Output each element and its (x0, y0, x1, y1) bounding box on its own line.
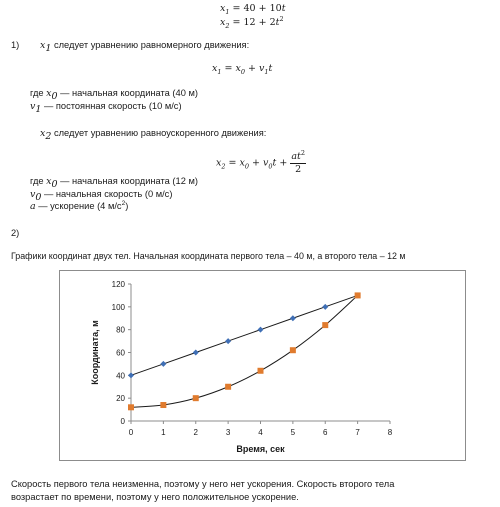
equation-x1: $x_1 = 40 + 10t$ (220, 3, 286, 16)
section-number-1: 1) (11, 40, 20, 50)
y-axis-label: Координата, м (90, 320, 100, 385)
fraction: $\frac{at^2}{2}$ (291, 148, 305, 175)
y-tick-label: 100 (111, 302, 125, 312)
y-tick-label: 0 (120, 417, 125, 426)
where-v0: $v_0$ — начальная скорость (0 м/с) (30, 189, 173, 203)
where-v1: $v_1$ — постоянная скорость (10 м/с) (30, 101, 182, 115)
conclusion-line-2: возрастает по времени, поэтому у него положительное ускорение. (11, 492, 299, 502)
data-point-square (322, 322, 328, 328)
where-a: a — ускорение (4 $м/с^2$) (30, 199, 129, 212)
data-point-square (128, 404, 134, 410)
x-tick-label: 7 (355, 428, 360, 437)
x-tick-label: 5 (290, 428, 296, 437)
equation-x2: $x_2 = 12 + 2t^2$ (220, 14, 284, 30)
data-point-square (290, 347, 296, 353)
x-axis-label: Время, сек (236, 444, 285, 454)
x2-description: $x_2$ следует уравнению равноускоренного движения: (40, 128, 267, 142)
data-point-square (258, 368, 264, 374)
y-tick-label: 40 (116, 371, 125, 381)
accelerated-motion-formula: $x_2 = x_0 + v_0t$ + $\frac{at^2}{2}$ (216, 148, 305, 175)
data-point-square (355, 292, 361, 298)
x1-description: $x_1$ следует уравнению равномерного движения: (40, 40, 250, 54)
x-tick-label: 8 (387, 428, 393, 437)
section-number-2: 2) (11, 228, 20, 238)
y-tick-label: 80 (116, 325, 125, 335)
conclusion-line-1: Скорость первого тела неизменна, поэтому у него нет ускорения. Скорость второго тела (11, 479, 395, 489)
x-tick-label: 4 (258, 428, 263, 437)
x-tick-label: 1 (161, 428, 166, 437)
x-tick-label: 6 (323, 428, 328, 437)
chart-caption: Графики координат двух тел. Начальная координата первого тела – 40 м, а второго тела – 12 м (11, 251, 406, 261)
y-tick-label: 120 (111, 280, 125, 289)
data-point-square (225, 384, 231, 390)
x-tick-label: 3 (225, 428, 231, 437)
uniform-motion-formula: $x_1 = x_0 + v_1t$ (212, 63, 273, 76)
y-tick-label: 60 (116, 348, 125, 358)
where-x0-first: где $x_0$ — начальная координата (40 м) (30, 88, 198, 102)
data-point-square (193, 395, 199, 401)
y-tick-label: 20 (116, 394, 125, 404)
data-point-square (160, 402, 166, 408)
x-tick-label: 2 (193, 428, 198, 437)
x-tick-label: 0 (128, 428, 134, 437)
coordinate-chart (59, 270, 466, 461)
where-x0-second: где $x_0$ — начальная координата (12 м) (30, 176, 198, 190)
